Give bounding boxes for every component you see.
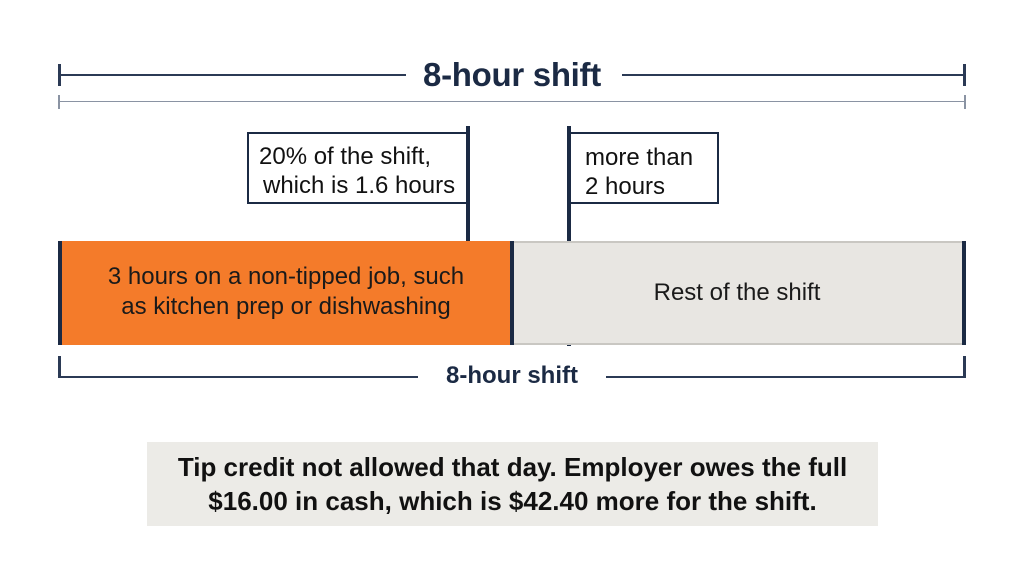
bottom-dimension-right-tick [963, 356, 966, 378]
top-dimension-lower-left-tick [58, 95, 60, 109]
top-dimension-right-tick [963, 64, 966, 86]
top-dimension-label: 8-hour shift [423, 56, 601, 93]
top-dimension-line-left [58, 74, 406, 76]
non-tipped-line-1: 3 hours on a non-tipped job, such [107, 263, 465, 290]
flag-right-box [569, 132, 719, 204]
shift-bar-left-edge [58, 241, 62, 345]
bottom-dimension-line-left [58, 376, 418, 378]
bottom-dimension-left-tick [58, 356, 61, 378]
non-tipped-segment-text [64, 262, 508, 322]
tip-credit-note [147, 442, 878, 526]
note-line-2-mid: in cash, which is [287, 486, 509, 516]
non-tipped-segment-edge [510, 241, 514, 345]
non-tipped-line-2: as kitchen prep or dishwashing [121, 293, 451, 320]
bottom-dimension-label: 8-hour shift [446, 362, 578, 389]
note-line-1-rest: not allowed that day. Employer owes the full [294, 452, 848, 482]
shift-bar-right-edge [962, 241, 966, 345]
rest-of-shift-label: Rest of the shift [653, 279, 821, 306]
note-amount: $16.00 [208, 486, 288, 516]
top-dimension-line-right [622, 74, 966, 76]
bottom-dimension-line-right [606, 376, 966, 378]
flag-left-line-2: which is 1.6 hours [263, 172, 456, 199]
note-line-2-end: more for the shift. [588, 486, 817, 516]
flag-left-line-1: 20% of the shift, [259, 143, 432, 170]
note-line-2 [147, 484, 878, 518]
top-dimension-lower-line [58, 101, 966, 102]
note-line-1 [147, 450, 878, 484]
flag-right-line-2: 2 hours [585, 173, 666, 200]
flag-right-line-1: more than [585, 144, 694, 171]
note-tip-credit: Tip credit [177, 452, 295, 482]
note-extra-amount: $42.40 [508, 486, 589, 516]
top-dimension-lower-right-tick [964, 95, 966, 109]
flag-left-box [247, 132, 468, 204]
